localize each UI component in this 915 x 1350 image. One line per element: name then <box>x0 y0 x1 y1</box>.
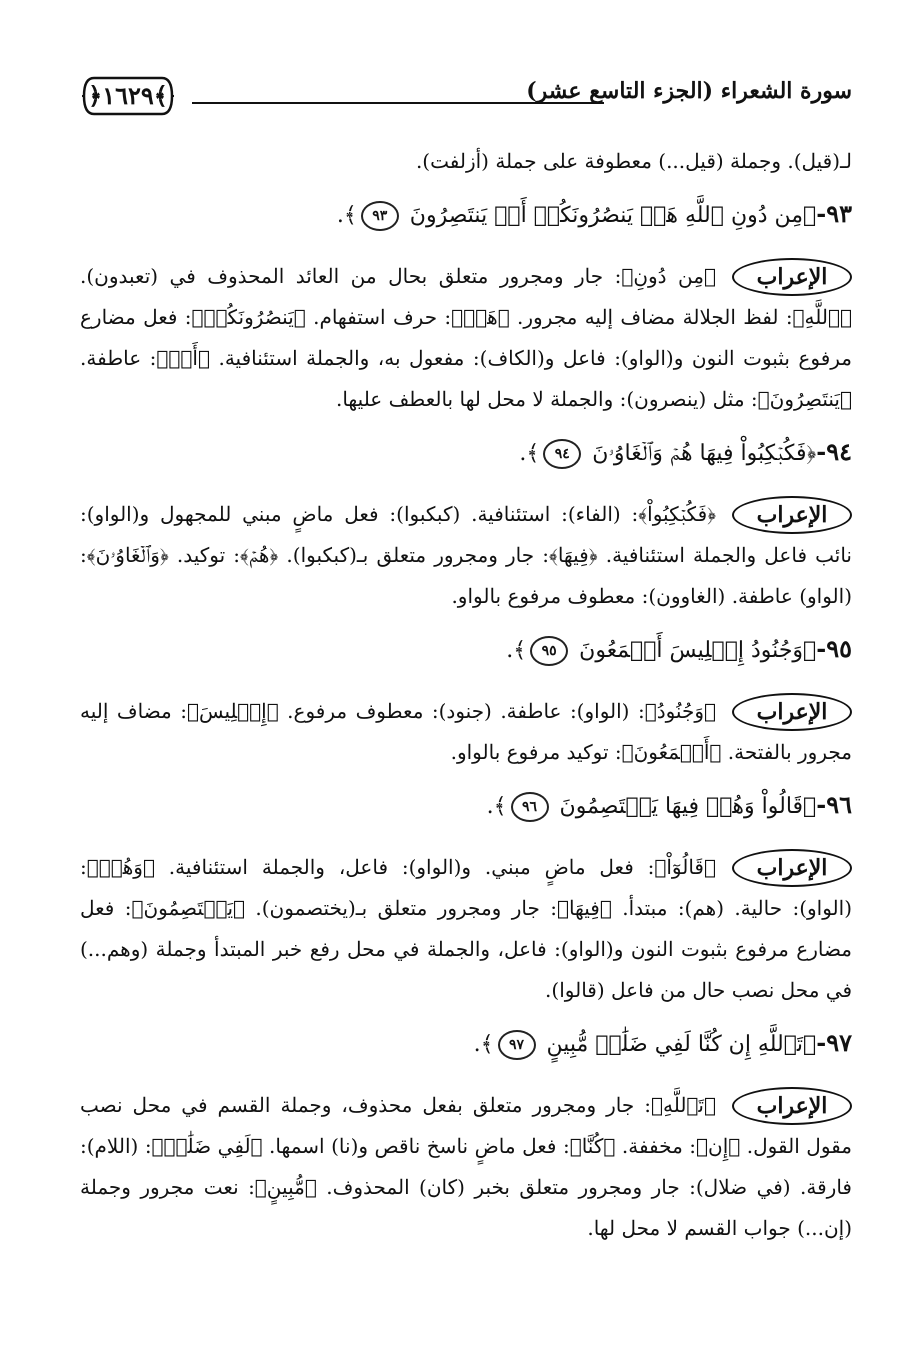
page-number-frame <box>82 74 174 118</box>
irab-label-badge: الإعراب <box>732 1087 852 1125</box>
irab-text: ﴿مِن دُونِ﴾: جار ومجرور متعلق بحال من العائد المحذوف في (تعبدون). ﴿ٱللَّهِ﴾: لفظ الجلالة مضاف إليه مجرور. ﴿هَلۡ﴾: حرف استفهام. ﴿يَنصُرُونَكُمۡ﴾: فعل مضارع مرفوع بثبوت النون و(الواو): فاعل و(الكاف): مفعول به، والجملة استئنافية. ﴿أَوۡ﴾: عاطفة. ﴿يَنتَصِرُونَ﴾: مثل (ينصرون): والجملة لا محل لها بالعطف عليها. <box>80 264 852 411</box>
verse-number: ٩٤- <box>816 437 852 466</box>
irab-text: ﴿تَٱللَّهِ﴾: جار ومجرور متعلق بفعل محذوف، وجملة القسم في محل نصب مقول القول. ﴿إِن﴾: مخففة. ﴿كُنَّا﴾: فعل ماضٍ ناسخ ناقص و(نا) اسمها. ﴿لَفِي ضَلَٰلٖ﴾: (اللام): فارقة. (في ضلال): جار ومجرور متعلق بخبر (كان) المحذوف. ﴿مُّبِينٍ﴾: نعت مجرور وجملة (إن...) جواب القسم لا محل لها. <box>80 1093 852 1240</box>
ayah-number-mark: ٩٥ <box>530 636 568 666</box>
verse-94 <box>80 430 852 476</box>
verse-text: ﴿وَجُنُودُ إِبۡلِيسَ أَجۡمَعُونَ <box>579 638 817 663</box>
verse-end: ﴾. <box>473 1032 494 1057</box>
verse-text: ﴿تَٱللَّهِ إِن كُنَّا لَفِي ضَلَٰلٖ مُّبِينٍ <box>546 1032 817 1057</box>
verse-93 <box>80 192 852 238</box>
ayah-number-mark: ٩٤ <box>543 439 581 469</box>
verse-number: ٩٦- <box>816 790 852 819</box>
verse-text: ﴿قَالُواْ وَهُمۡ فِيهَا يَخۡتَصِمُونَ <box>559 794 817 819</box>
verse-95 <box>80 627 852 673</box>
verse-96 <box>80 783 852 829</box>
ayah-number-mark: ٩٣ <box>361 201 399 231</box>
intro-paragraph: لـ(قيل). وجملة (قيل...) معطوفة على جملة (أزلفت). <box>415 149 852 173</box>
irab-block-95 <box>80 691 852 773</box>
irab-block-97 <box>80 1085 852 1249</box>
irab-block-93 <box>80 256 852 420</box>
irab-text: ﴿وَجُنُودُ﴾: (الواو): عاطفة. (جنود): معطوف مرفوع. ﴿إِبۡلِيسَ﴾: مضاف إليه مجرور بالفتحة. ﴿أَجۡمَعُونَ﴾: توكيد مرفوع بالواو. <box>80 699 852 764</box>
irab-label-badge: الإعراب <box>732 258 852 296</box>
irab-label-badge: الإعراب <box>732 496 852 534</box>
verse-number: ٩٥- <box>816 634 852 663</box>
irab-text: ﴿قَالُوٓاْ﴾: فعل ماضٍ مبني. و(الواو): فاعل، والجملة استئنافية. ﴿وَهُمۡ﴾: (الواو): حالية. (هم): مبتدأ. ﴿فِيهَا﴾: جار ومجرور متعلق بـ(يختصمون). ﴿يَخۡتَصِمُونَ﴾: فعل مضارع مرفوع بثبوت النون و(الواو): فاعل، والجملة في محل رفع خبر المبتدأ وجملة (وهم...) في محل نصب حال من فاعل (قالوا). <box>80 855 852 1002</box>
page-header <box>82 72 852 124</box>
irab-block-94 <box>80 494 852 617</box>
verse-text: ﴿مِن دُونِ ٱللَّهِ هَلۡ يَنصُرُونَكُمۡ أَوۡ يَنتَصِرُونَ <box>409 203 817 228</box>
irab-text: ﴿فَكُبۡكِبُواْ﴾: (الفاء): استئنافية. (كبكبوا): فعل ماضٍ مبني للمجهول و(الواو): نائب فاعل والجملة استئنافية. ﴿فِيهَا﴾: جار ومجرور متعلق بـ(كبكبوا). ﴿هُمۡ﴾: توكيد. ﴿وَٱلۡغَاوُۥنَ﴾: (الواو) عاطفة. (الغاوون): معطوف مرفوع بالواو. <box>80 502 852 608</box>
page-content <box>80 140 852 1255</box>
verse-number: ٩٧- <box>816 1028 852 1057</box>
irab-block-96 <box>80 847 852 1011</box>
verse-number: ٩٣- <box>816 199 852 228</box>
verse-end: ﴾. <box>486 794 507 819</box>
verse-end: ﴾. <box>506 638 527 663</box>
verse-end: ﴾. <box>519 441 540 466</box>
verse-97 <box>80 1021 852 1067</box>
page-number: ﴿١٦٢٩﴾ <box>88 81 168 110</box>
surah-title: سورة الشعراء (الجزء التاسع عشر) <box>526 78 852 104</box>
ayah-number-mark: ٩٧ <box>498 1030 536 1060</box>
irab-label-badge: الإعراب <box>732 693 852 731</box>
verse-end: ﴾. <box>336 203 357 228</box>
irab-label-badge: الإعراب <box>732 849 852 887</box>
verse-text: ﴿فَكُبۡكِبُواْ فِيهَا هُمۡ وَٱلۡغَاوُۥنَ <box>592 441 817 466</box>
ayah-number-mark: ٩٦ <box>511 792 549 822</box>
